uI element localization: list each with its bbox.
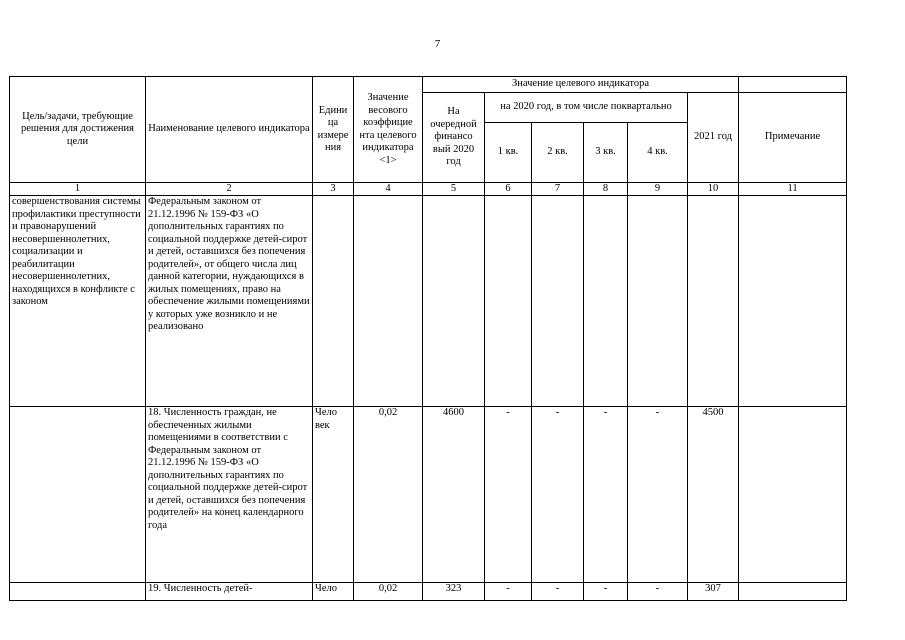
q3-cell: - <box>584 407 628 583</box>
column-number: 3 <box>313 183 354 196</box>
q4-cell: - <box>628 583 688 601</box>
header-q1: 1 кв. <box>485 123 532 183</box>
header-2021: 2021 год <box>688 93 739 183</box>
column-number: 1 <box>10 183 146 196</box>
q1-cell: - <box>485 407 532 583</box>
table-row <box>10 407 847 583</box>
q2-cell: - <box>532 583 584 601</box>
weight-cell <box>354 196 423 407</box>
table-row <box>10 583 847 601</box>
column-number: 7 <box>532 183 584 196</box>
goal-cell: совершенствования системы профилактики преступности и правонарушений несовершеннолетних, социализации и реабилитации несовершеннолетних, находящихся в конфликте с законом <box>10 196 146 407</box>
weight-cell: 0,02 <box>354 407 423 583</box>
header-goal: Цель/задачи, требующие решения для достижения цели <box>10 77 146 183</box>
column-number: 6 <box>485 183 532 196</box>
unit-cell <box>313 196 354 407</box>
q3-cell: - <box>584 583 628 601</box>
header-q3: 3 кв. <box>584 123 628 183</box>
indicator-name-cell: 18. Численность граждан, не обеспеченных жилыми помещениями в соответствии с Федеральным законом от 21.12.1996 № 159-ФЗ «О дополнительных гарантиях по социальной поддержке детей-сирот и детей, оставшихся без попечения родителей» на конец календарного года <box>146 407 313 583</box>
q1-cell <box>485 196 532 407</box>
indicator-name-cell: 19. Численность детей- <box>146 583 313 601</box>
next-fy-cell: 4600 <box>423 407 485 583</box>
header-indicator-name: Наименование целевого индикатора <box>146 77 313 183</box>
header-q2: 2 кв. <box>532 123 584 183</box>
q2-cell <box>532 196 584 407</box>
next-fy-cell: 323 <box>423 583 485 601</box>
q2-cell: - <box>532 407 584 583</box>
column-number: 10 <box>688 183 739 196</box>
page-number: 7 <box>434 38 441 50</box>
column-number: 2 <box>146 183 313 196</box>
column-number: 4 <box>354 183 423 196</box>
header-blank <box>739 77 847 93</box>
column-number: 9 <box>628 183 688 196</box>
header-note: Примечание <box>739 93 847 183</box>
table-row <box>10 196 847 407</box>
next-fy-cell <box>423 196 485 407</box>
y2021-cell <box>688 196 739 407</box>
header-2020-quarterly: на 2020 год, в том числе поквартально <box>485 93 688 123</box>
note-cell <box>739 407 847 583</box>
column-number: 5 <box>423 183 485 196</box>
q1-cell: - <box>485 583 532 601</box>
header-unit: Едини ца измере ния <box>313 77 354 183</box>
weight-cell: 0,02 <box>354 583 423 601</box>
column-number: 11 <box>739 183 847 196</box>
q4-cell: - <box>628 407 688 583</box>
column-number: 8 <box>584 183 628 196</box>
q4-cell <box>628 196 688 407</box>
y2021-cell: 307 <box>688 583 739 601</box>
header-target-value: Значение целевого индикатора <box>423 77 739 93</box>
header-next-fy: На очередной финансо вый 2020 год <box>423 93 485 183</box>
y2021-cell: 4500 <box>688 407 739 583</box>
note-cell <box>739 583 847 601</box>
goal-cell <box>10 583 146 601</box>
goal-cell <box>10 407 146 583</box>
column-numbers-row <box>10 183 847 196</box>
unit-cell: Чело век <box>313 407 354 583</box>
header-weight: Значение весового коэффицие нта целевого индикатора <1> <box>354 77 423 183</box>
target-indicators-table <box>9 76 847 601</box>
header-q4: 4 кв. <box>628 123 688 183</box>
note-cell <box>739 196 847 407</box>
unit-cell: Чело <box>313 583 354 601</box>
q3-cell <box>584 196 628 407</box>
indicator-name-cell: Федеральным законом от 21.12.1996 № 159-ФЗ «О дополнительных гарантиях по социальной поддержке детей-сирот и детей, оставшихся без попечения родителей», от общего числа лиц данной категории, нуждающихся в жилых помещениях, право на обеспечение жилыми помещениями у которых уже возникло и не реализовано <box>146 196 313 407</box>
